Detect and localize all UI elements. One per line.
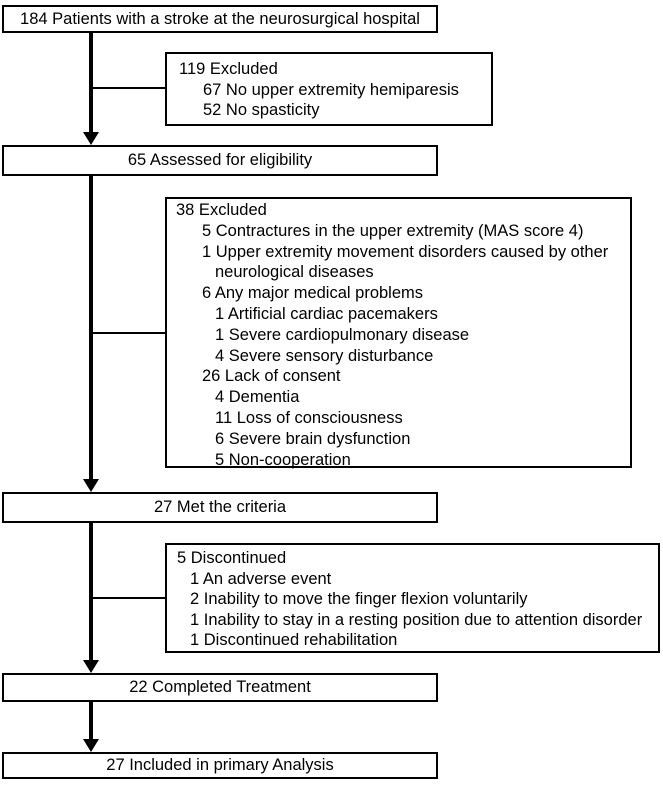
- flow-line: 38 Excluded: [176, 201, 267, 219]
- box-met-criteria-label: 27 Met the criteria: [153, 498, 287, 517]
- arrow-assessed-to-met: [89, 176, 93, 480]
- arrowhead-down-icon: [83, 739, 99, 752]
- flow-line: 4 Dementia: [215, 388, 300, 407]
- connector-excluded-eligibility: [91, 332, 165, 334]
- flow-line: 1 Upper extremity movement disorders caused by other: [202, 242, 609, 261]
- flow-line: 1 Artificial cardiac pacemakers: [215, 304, 438, 323]
- flow-line: 5 Non-cooperation: [215, 450, 351, 469]
- arrow-met-to-completed: [89, 523, 93, 661]
- connector-discontinued: [91, 597, 165, 599]
- arrow-patients-to-assessed: [89, 33, 93, 133]
- box-completed-treatment-label: 22 Completed Treatment: [129, 678, 311, 697]
- flow-line: 1 Discontinued rehabilitation: [190, 631, 398, 649]
- flow-line: 119 Excluded: [179, 60, 278, 78]
- flow-line: 1 Inability to stay in a resting position due to attention disorder: [190, 610, 643, 629]
- box-met-criteria: [2, 492, 438, 523]
- box-completed-treatment: [2, 673, 438, 702]
- box-excluded-screening: [165, 52, 493, 126]
- flow-line: 26 Lack of consent: [202, 367, 341, 386]
- flow-line: 11 Loss of consciousness: [215, 408, 403, 427]
- box-primary-analysis: [2, 752, 438, 779]
- box-stroke-patients: [2, 5, 438, 33]
- box-stroke-patients-label: 184 Patients with a stroke at the neurosurgical hospital: [20, 9, 420, 28]
- arrowhead-down-icon: [83, 479, 99, 492]
- box-discontinued: [165, 543, 660, 653]
- flow-line: 1 An adverse event: [190, 569, 332, 588]
- flow-line: 67 No upper extremity hemiparesis: [203, 80, 459, 99]
- flow-line: neurological diseases: [215, 263, 374, 282]
- arrowhead-down-icon: [83, 660, 99, 673]
- flow-line: 6 Any major medical problems: [202, 284, 424, 303]
- flow-line: 5 Discontinued: [177, 549, 287, 567]
- flow-line: 6 Severe brain dysfunction: [215, 429, 411, 448]
- box-primary-analysis-label: 27 Included in primary Analysis: [106, 756, 334, 775]
- flow-line: 5 Contractures in the upper extremity (MAS score 4): [202, 221, 584, 240]
- flow-line: 1 Severe cardiopulmonary disease: [215, 325, 470, 344]
- arrowhead-down-icon: [83, 132, 99, 145]
- arrow-completed-to-analysis: [89, 702, 93, 740]
- flow-line: 2 Inability to move the finger flexion voluntarily: [190, 590, 528, 608]
- flow-line: 52 No spasticity: [203, 101, 320, 119]
- box-excluded-eligibility: [165, 197, 632, 468]
- box-assessed-eligibility-label: 65 Assessed for eligibility: [127, 151, 313, 170]
- flow-line: 4 Severe sensory disturbance: [215, 346, 434, 365]
- box-assessed-eligibility: [2, 145, 438, 176]
- connector-excluded-screening: [91, 87, 165, 89]
